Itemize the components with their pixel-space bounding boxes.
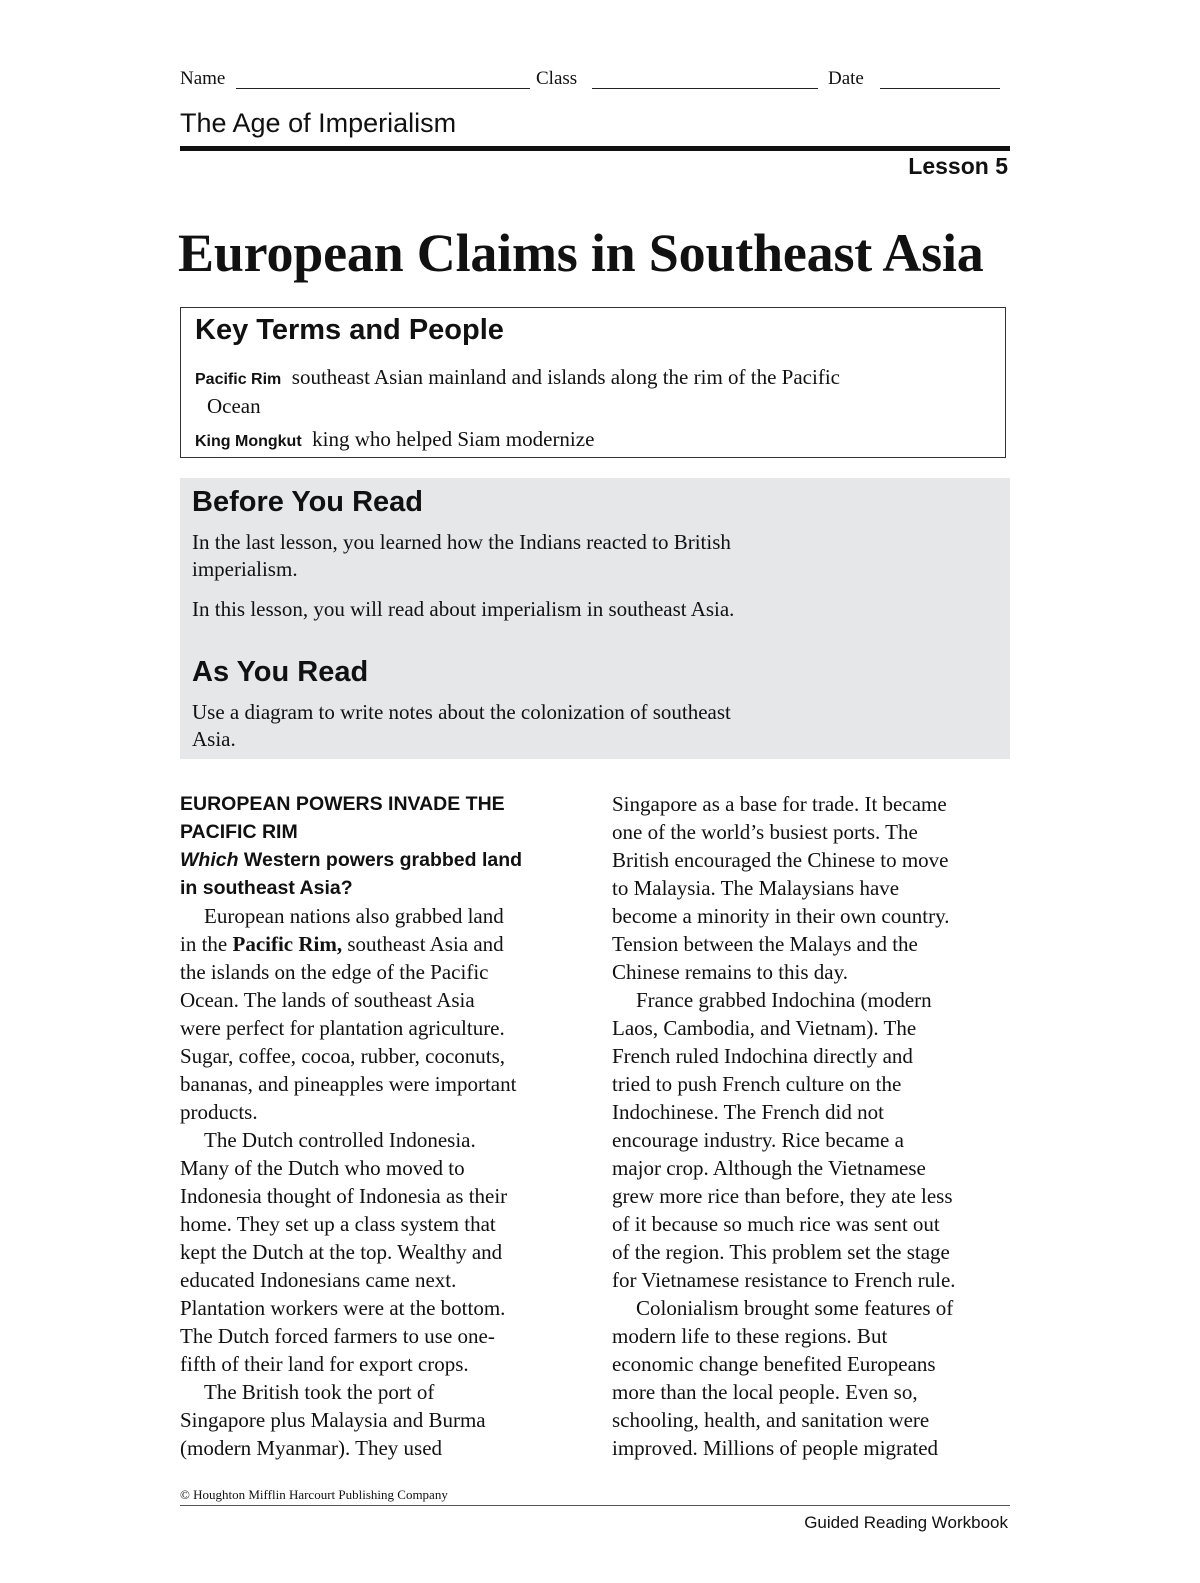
name-blank-line [236, 88, 530, 89]
paragraph-6 [612, 1294, 1012, 1462]
date-label: Date [828, 68, 864, 89]
text-line: one of the world’s busiest ports. The [612, 820, 918, 844]
text-line: Colonialism brought some features of [636, 1296, 954, 1320]
text-line: Plantation workers were at the bottom. [180, 1296, 506, 1320]
term-pacific-rim [195, 364, 840, 420]
text-line: home. They set up a class system that [180, 1212, 496, 1236]
text-line: the islands on the edge of the Pacific [180, 960, 489, 984]
text-line: France grabbed Indochina (modern [636, 988, 932, 1012]
lesson-label: Lesson 5 [908, 153, 1008, 179]
class-label: Class [536, 68, 578, 89]
text-line: Indonesia thought of Indonesia as their [180, 1184, 508, 1208]
text-line: Asia. [192, 727, 236, 751]
text-line: Tension between the Malays and the [612, 932, 918, 956]
text-line: grew more rice than before, they ate less [612, 1184, 953, 1208]
before-you-read-heading: Before You Read [192, 486, 423, 518]
text-line: The Dutch forced farmers to use one- [180, 1324, 495, 1348]
text-line: French ruled Indochina directly and [612, 1044, 913, 1068]
text-line: in southeast Asia? [180, 877, 353, 899]
text-line: (modern Myanmar). They used [180, 1436, 443, 1460]
text-line: educated Indonesians came next. [180, 1268, 457, 1292]
reading-guide-box [180, 478, 1010, 759]
as-you-read-heading: As You Read [192, 656, 369, 688]
section-question [180, 846, 580, 902]
text-line: Sugar, coffee, cocoa, rubber, coconuts, [180, 1044, 506, 1068]
workbook-title: Guided Reading Workbook [804, 1513, 1008, 1532]
left-column [180, 790, 580, 1462]
text-run: southeast Asia and [347, 932, 504, 956]
text-line: products. [180, 1100, 258, 1124]
text-line: major crop. Although the Vietnamese [612, 1156, 926, 1180]
text-line: for Vietnamese resistance to French rule. [612, 1268, 956, 1292]
unit-title: The Age of Imperialism [180, 108, 457, 138]
before-you-read-p2: In this lesson, you will read about imperialism in southeast Asia. [192, 597, 735, 621]
text-line: economic change benefited Europeans [612, 1352, 936, 1376]
text-line: British encouraged the Chinese to move [612, 848, 949, 872]
lesson-title: European Claims in Southeast Asia [178, 223, 984, 283]
text-line: European nations also grabbed land [204, 904, 504, 928]
text-line: imperialism. [192, 557, 298, 581]
text-line: kept the Dutch at the top. Wealthy and [180, 1240, 503, 1264]
footer-rule [180, 1505, 1010, 1506]
key-terms-heading: Key Terms and People [195, 314, 504, 346]
bold-term: Pacific Rim, [232, 932, 343, 956]
paragraph-1 [180, 902, 580, 1126]
text-line: schooling, health, and sanitation were [612, 1408, 930, 1432]
text-line: The British took the port of [204, 1380, 435, 1404]
paragraph-2 [180, 1126, 580, 1378]
text-line: In the last lesson, you learned how the Indians reacted to British [192, 530, 731, 554]
text-line: Indochinese. The French did not [612, 1100, 884, 1124]
text-line: Ocean. The lands of southeast Asia [180, 988, 475, 1012]
text-line: of the region. This problem set the stage [612, 1240, 950, 1264]
text-run: in the [180, 932, 228, 956]
right-column [612, 790, 1012, 1462]
text-line: were perfect for plantation agriculture. [180, 1016, 505, 1040]
question-text: Western powers grabbed land [243, 849, 523, 871]
text-line: Singapore as a base for trade. It became [612, 792, 947, 816]
text-line: PACIFIC RIM [180, 821, 298, 843]
term-definition: king who helped Siam modernize [312, 427, 595, 451]
text-line: become a minority in their own country. [612, 904, 950, 928]
date-blank-line [880, 88, 1000, 89]
term-king-mongkut [195, 426, 594, 455]
name-label: Name [180, 68, 226, 89]
text-line: tried to push French culture on the [612, 1072, 902, 1096]
unit-rule [180, 146, 1010, 151]
text-line: bananas, and pineapples were important [180, 1072, 517, 1096]
key-terms-box [180, 307, 1006, 458]
text-line: The Dutch controlled Indonesia. [204, 1128, 476, 1152]
term-definition: southeast Asian mainland and islands along the rim of the Pacific [291, 365, 840, 389]
text-line: to Malaysia. The Malaysians have [612, 876, 900, 900]
text-line: Singapore plus Malaysia and Burma [180, 1408, 486, 1432]
as-you-read-text [192, 699, 832, 753]
question-italic: Which [180, 849, 239, 871]
term-definition-cont: Ocean [207, 394, 261, 418]
copyright-notice: © Houghton Mifflin Harcourt Publishing Company [180, 1487, 448, 1502]
text-line: modern life to these regions. But [612, 1324, 888, 1348]
text-line: fifth of their land for export crops. [180, 1352, 469, 1376]
section-heading [180, 790, 580, 846]
text-line: Use a diagram to write notes about the colonization of southeast [192, 700, 731, 724]
text-line: Laos, Cambodia, and Vietnam). The [612, 1016, 917, 1040]
text-line: EUROPEAN POWERS INVADE THE [180, 793, 505, 815]
name-class-date-row [180, 66, 1010, 96]
text-line: of it because so much rice was sent out [612, 1212, 940, 1236]
paragraph-4 [612, 790, 1012, 986]
text-line: Many of the Dutch who moved to [180, 1156, 465, 1180]
text-line: Chinese remains to this day. [612, 960, 849, 984]
paragraph-3 [180, 1378, 580, 1462]
text-line: improved. Millions of people migrated [612, 1436, 939, 1460]
class-blank-line [592, 88, 818, 89]
term-name: King Mongkut [195, 433, 302, 450]
term-name: Pacific Rim [195, 371, 282, 388]
before-you-read-p1 [192, 529, 832, 583]
paragraph-5 [612, 986, 1012, 1294]
text-line: encourage industry. Rice became a [612, 1128, 904, 1152]
text-line: more than the local people. Even so, [612, 1380, 918, 1404]
